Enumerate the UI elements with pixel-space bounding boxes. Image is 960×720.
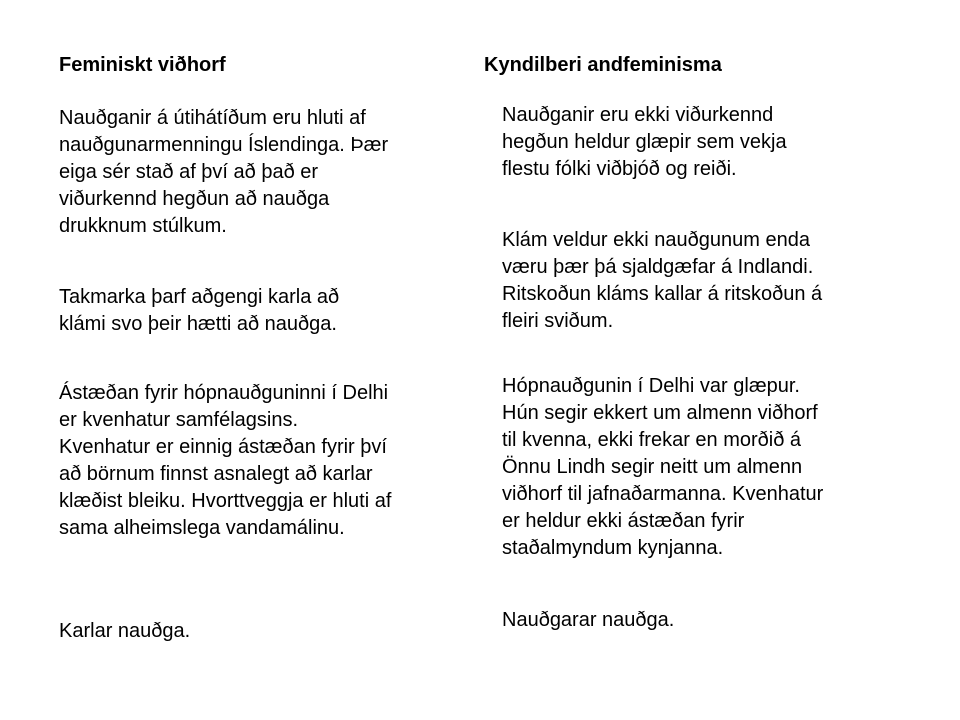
right-paragraph-3: Hópnauðgunin í Delhi var glæpur. Hún segir ekkert um almenn viðhorf til kvenna, ekki frekar en morðið á Önnu Lindh segir neitt um almenn viðhorf til jafnaðarmanna. Kvenhatur er heldur ekki ástæðan fyrir staðalmyndum kynjanna.: [502, 375, 824, 559]
right-paragraph-2: Klám veldur ekki nauðgunum enda væru þær þá sjaldgæfar á Indlandi. Ritskoðun kláms kallar á ritskoðun á fleiri sviðum.: [502, 229, 823, 332]
right-column-heading: Kyndilberi andfeminisma: [484, 54, 722, 76]
left-paragraph-1: Nauðganir á útihátíðum eru hluti af nauðgunarmenningu Íslendinga. Þær eiga sér stað af því að það er viðurkennd hegðun að nauðga drukknum stúlkum.: [59, 107, 389, 237]
right-paragraph-4: Nauðgarar nauðga.: [502, 609, 675, 631]
left-paragraph-4: Karlar nauðga.: [59, 620, 191, 642]
left-paragraph-2: Takmarka þarf aðgengi karla að klámi svo þeir hætti að nauðga.: [59, 286, 340, 335]
right-paragraph-1: Nauðganir eru ekki viðurkennd hegðun heldur glæpir sem vekja flestu fólki viðbjóð og reiði.: [502, 104, 787, 180]
left-paragraph-3: Ástæðan fyrir hópnauðguninni í Delhi er kvenhatur samfélagsins. Kvenhatur er einnig ástæðan fyrir því að börnum finnst asnalegt að karlar klæðist bleiku. Hvorttveggja er hluti af sama alheimslega vandamálinu.: [59, 382, 392, 539]
left-column-heading: Feminiskt viðhorf: [59, 54, 226, 76]
